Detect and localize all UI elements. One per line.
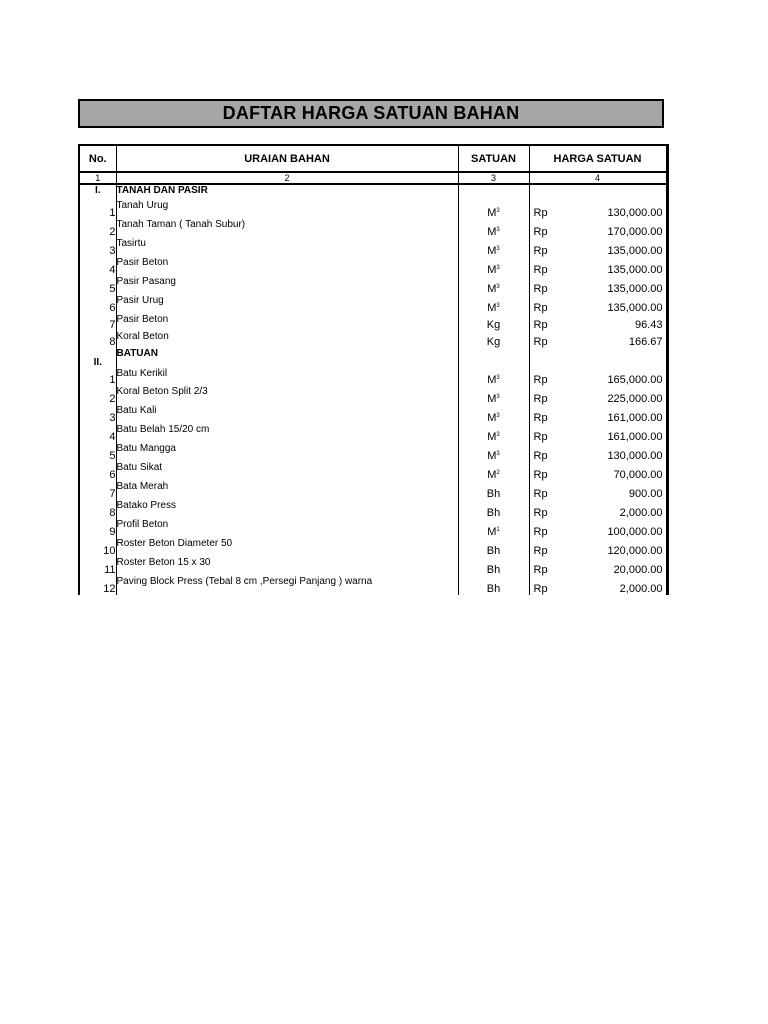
page-title: DAFTAR HARGA SATUAN BAHAN [78,99,664,128]
row-price [529,481,667,500]
unit-label: M [487,207,497,219]
row-number: 10 [79,538,116,557]
row-description: Batu Mangga [116,443,458,462]
row-description: Tanah Urug [116,200,458,219]
row-description: Batu Sikat [116,462,458,481]
unit-label: Bh [486,507,501,519]
row-number: I. [79,184,116,200]
unit-label: M [487,245,497,257]
row-number: 11 [79,557,116,576]
table-header-row [79,145,667,172]
row-price [529,462,667,481]
row-price [529,538,667,557]
currency-label: Rp [533,545,548,557]
unit-exponent: 1 [496,527,500,533]
currency-label: Rp [533,564,548,576]
row-unit [458,368,529,386]
currency-label: Rp [533,583,548,595]
unit-exponent: 3 [496,227,500,233]
row-unit [458,238,529,257]
row-price [529,519,667,538]
currency-label: Rp [533,245,548,257]
table-row [79,314,667,331]
row-unit [458,184,529,200]
row-number: 4 [79,257,116,276]
table-body [79,184,667,595]
col-index-unit: 3 [458,172,529,184]
row-price [529,576,667,595]
row-number: 9 [79,519,116,538]
row-price [529,386,667,405]
price-value: 135,000.00 [607,245,663,257]
row-unit [458,276,529,295]
unit-label: Bh [486,488,501,500]
unit-label: M [487,374,497,386]
row-unit [458,481,529,500]
col-index-price: 4 [529,172,667,184]
price-value: 130,000.00 [607,450,663,462]
row-price [529,314,667,331]
unit-exponent: 3 [496,303,500,309]
unit-exponent: 3 [496,394,500,400]
row-unit [458,538,529,557]
table-row [79,386,667,405]
row-price [529,276,667,295]
row-unit [458,576,529,595]
col-header-price: HARGA SATUAN [529,145,667,172]
unit-exponent: 3 [496,246,500,252]
row-price [529,368,667,386]
row-unit [458,405,529,424]
unit-label: Bh [486,545,501,557]
row-unit [458,424,529,443]
price-value: 120,000.00 [607,545,663,557]
row-description: Roster Beton 15 x 30 [116,557,458,576]
table-row [79,538,667,557]
column-index-row [79,172,667,184]
unit-exponent: 3 [496,265,500,271]
row-description: Koral Beton [116,331,458,348]
row-price [529,331,667,348]
currency-label: Rp [533,226,548,238]
price-value: 135,000.00 [607,283,663,295]
row-unit [458,443,529,462]
unit-exponent: 3 [496,284,500,290]
price-value: 135,000.00 [607,264,663,276]
row-description: Pasir Urug [116,295,458,314]
unit-exponent: 3 [496,413,500,419]
row-unit [458,500,529,519]
table-row [79,405,667,424]
currency-label: Rp [533,526,548,538]
row-description: Pasir Beton [116,257,458,276]
row-number: 8 [79,331,116,348]
price-value: 161,000.00 [607,431,663,443]
table-row [79,295,667,314]
col-header-unit: SATUAN [458,145,529,172]
currency-label: Rp [533,336,548,348]
unit-label: Kg [486,319,501,331]
unit-label: M [487,393,497,405]
row-description: Tanah Taman ( Tanah Subur) [116,219,458,238]
row-number: 1 [79,200,116,219]
price-value: 70,000.00 [613,469,663,481]
row-number: 6 [79,295,116,314]
row-number: 12 [79,576,116,595]
row-price [529,424,667,443]
row-unit [458,348,529,368]
currency-label: Rp [533,393,548,405]
table-row [79,219,667,238]
row-unit [458,462,529,481]
row-price [529,500,667,519]
row-number: 7 [79,314,116,331]
currency-label: Rp [533,319,548,331]
unit-exponent: 2 [496,470,500,476]
unit-label: Bh [486,583,501,595]
table-row [79,500,667,519]
col-index-no: 1 [79,172,116,184]
row-price [529,443,667,462]
row-unit [458,519,529,538]
price-value: 165,000.00 [607,374,663,386]
row-description: Batako Press [116,500,458,519]
price-value: 900.00 [628,488,663,500]
row-description: Batu Belah 15/20 cm [116,424,458,443]
unit-label: Bh [486,564,501,576]
currency-label: Rp [533,207,548,219]
price-value: 135,000.00 [607,302,663,314]
row-price [529,238,667,257]
row-number: 5 [79,276,116,295]
row-description: Batu Kali [116,405,458,424]
table-row [79,481,667,500]
row-description: Bata Merah [116,481,458,500]
price-value: 161,000.00 [607,412,663,424]
row-price [529,557,667,576]
row-description: Tasirtu [116,238,458,257]
table-row [79,257,667,276]
row-number: 2 [79,386,116,405]
col-header-no: No. [79,145,116,172]
row-unit [458,295,529,314]
unit-label: M [487,450,497,462]
unit-label: M [487,412,497,424]
unit-label: M [487,283,497,295]
currency-label: Rp [533,302,548,314]
row-description: Paving Block Press (Tebal 8 cm ,Persegi Panjang ) warna [116,576,458,595]
currency-label: Rp [533,283,548,295]
unit-label: M [487,264,497,276]
row-description: Pasir Pasang [116,276,458,295]
unit-exponent: 3 [496,375,500,381]
row-number: 8 [79,500,116,519]
table-row [79,443,667,462]
row-unit [458,386,529,405]
unit-exponent: 3 [496,432,500,438]
table-row [79,576,667,595]
price-value: 20,000.00 [613,564,663,576]
row-unit [458,314,529,331]
table-row [79,276,667,295]
unit-label: M [487,431,497,443]
unit-exponent: 3 [496,208,500,214]
row-price [529,219,667,238]
row-description: Koral Beton Split 2/3 [116,386,458,405]
currency-label: Rp [533,488,548,500]
row-number: 5 [79,443,116,462]
row-number: 3 [79,405,116,424]
price-value: 166.67 [628,336,663,348]
section-row [79,184,667,200]
currency-label: Rp [533,450,548,462]
unit-exponent: 3 [496,451,500,457]
unit-label: M [487,469,497,481]
currency-label: Rp [533,412,548,424]
currency-label: Rp [533,431,548,443]
row-unit [458,200,529,219]
row-number: II. [79,348,116,368]
row-number: 6 [79,462,116,481]
row-description: Roster Beton Diameter 50 [116,538,458,557]
price-table [78,144,669,595]
price-value: 130,000.00 [607,207,663,219]
col-header-description: URAIAN BAHAN [116,145,458,172]
price-value: 225,000.00 [607,393,663,405]
table-row [79,368,667,386]
unit-label: Kg [486,336,501,348]
table-row [79,462,667,481]
table-row [79,519,667,538]
table-row [79,557,667,576]
row-price [529,184,667,200]
row-description: TANAH DAN PASIR [116,184,458,200]
table-row [79,238,667,257]
currency-label: Rp [533,264,548,276]
row-number: 7 [79,481,116,500]
row-description: Pasir Beton [116,314,458,331]
row-number: 3 [79,238,116,257]
row-unit [458,257,529,276]
price-value: 96.43 [634,319,663,331]
section-row [79,348,667,368]
price-value: 100,000.00 [607,526,663,538]
price-value: 170,000.00 [607,226,663,238]
row-unit [458,331,529,348]
currency-label: Rp [533,469,548,481]
row-unit [458,557,529,576]
currency-label: Rp [533,374,548,386]
row-price [529,348,667,368]
unit-label: M [487,226,497,238]
row-description: BATUAN [116,348,458,368]
row-description: Batu Kerikil [116,368,458,386]
price-value: 2,000.00 [619,507,663,519]
table-row [79,200,667,219]
price-value: 2,000.00 [619,583,663,595]
table-row [79,424,667,443]
currency-label: Rp [533,507,548,519]
row-number: 1 [79,368,116,386]
row-number: 4 [79,424,116,443]
table-row [79,331,667,348]
row-description: Profil Beton [116,519,458,538]
row-price [529,295,667,314]
row-price [529,200,667,219]
row-unit [458,219,529,238]
unit-label: M [487,526,497,538]
row-number: 2 [79,219,116,238]
unit-label: M [487,302,497,314]
row-price [529,405,667,424]
row-price [529,257,667,276]
col-index-description: 2 [116,172,458,184]
